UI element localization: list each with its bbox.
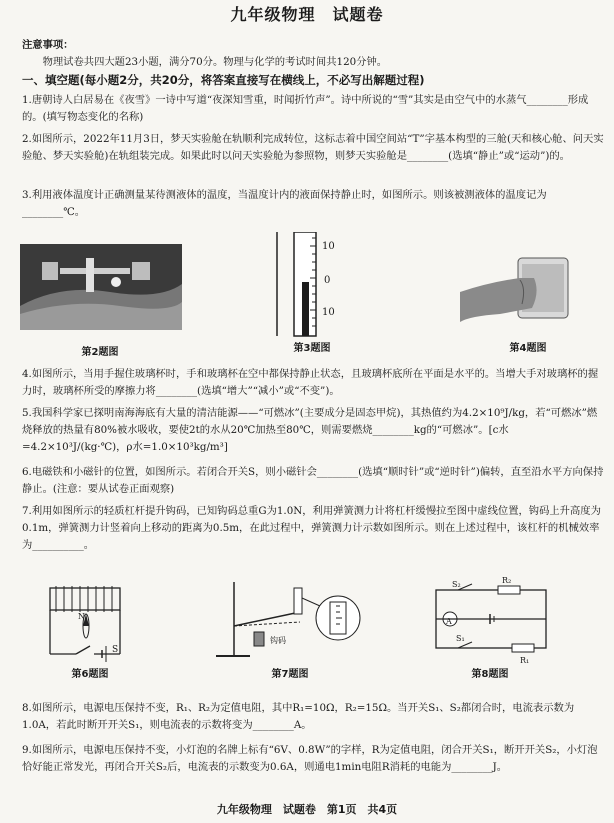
switch-s-label: S <box>112 645 119 655</box>
question-9: 9.如图所示，电源电压保持不变，小灯泡的名牌上标有“6V、0.8W”的字样，R为定值电阻，闭合开关S₁，断开开关S₂，小灯泡恰好能正常发光，再闭合开关S₂后，电流表的示数变为0.6A，则通电1min电阻R消耗的电能为________J。 <box>22 744 598 773</box>
compass-n-label: N <box>78 612 85 621</box>
circuit-figure <box>428 576 558 665</box>
question-6: 6.电磁铁和小磁针的位置，如图所示。若闭合开关S，则小磁针会________(选填“顺时针”或“逆时针”)偏转，直至沿水平方向保持静止。(注意：要从试卷正面观察) <box>22 466 604 495</box>
figure-3-caption: 第3题图 <box>293 343 331 354</box>
question-4: 4.如图所示，当用手握住玻璃杯时，手和玻璃杯在空中都保持静止状态，且玻璃杯底所在平面是水平的。当增大手对玻璃杯的握力时，玻璃杯所受的摩擦力将________(选填“增大”“减小”或“不变”)。 <box>22 368 599 397</box>
hand-glass-photo <box>460 252 600 330</box>
page-footer: 九年级物理 试题卷 第1页 共4页 <box>216 803 398 816</box>
ammeter-label: A <box>446 617 452 626</box>
question-5: 5.我国科学家已探明南海海底有大量的清洁能源——“可燃冰”(主要成分是固态甲烷)，其热值约为4.2×10⁹J/kg，若“可燃冰”燃烧释放的热量有80%被水吸收，要使2t的水从20℃加热至80℃，则需要燃烧________kg的“可燃冰”。[c水=4.2×10³J/(kg·℃)，ρ水=1.0×10³kg/m³] <box>22 407 598 453</box>
thermometer-graphic <box>276 232 346 340</box>
figure-7-caption: 第7题图 <box>271 669 309 680</box>
hand-glass-graphic <box>460 252 600 330</box>
page-title: 九年级物理 试题卷 <box>230 5 384 24</box>
figure-4-caption: 第4题图 <box>509 343 547 354</box>
space-station-graphic <box>20 244 182 330</box>
figure-2-caption: 第2题图 <box>81 347 119 358</box>
switch-s1-label: S₁ <box>456 634 465 643</box>
notice-heading: 注意事项： <box>22 39 74 51</box>
thermo-tick-top: 10 <box>322 241 335 252</box>
resistor-r2-label: R₂ <box>502 576 512 585</box>
thermo-tick-bottom: 10 <box>322 307 335 318</box>
switch-s2-label: S₂ <box>452 580 461 589</box>
figure-8-caption: 第8题图 <box>471 669 509 680</box>
electromagnet-figure <box>40 580 130 662</box>
question-3: 3.利用液体温度计正确测量某待测液体的温度，当温度计内的液面保持静止时，如图所示。则该被测液体的温度记为________℃。 <box>22 189 547 218</box>
thermo-tick-zero: 0 <box>324 275 331 286</box>
resistor-r1-label: R₁ <box>520 656 530 665</box>
weight-label: 钩码 <box>270 636 286 645</box>
notice-text: 物理试卷共四大题23小题，满分70分。物理与化学的考试时间共120分钟。 <box>42 56 388 68</box>
figure-6-caption: 第6题图 <box>71 669 109 680</box>
question-1: 1.唐朝诗人白居易在《夜雪》一诗中写道“夜深知雪重，时闻折竹声”。诗中所说的“雪”其实是由空气中的水蒸气________形成的。(填写物态变化的名称) <box>22 94 589 123</box>
space-station-photo <box>20 244 182 330</box>
question-8: 8.如图所示，电源电压保持不变，R₁、R₂为定值电阻，其中R₁=10Ω，R₂=15Ω。当开关S₁、S₂都闭合时，电流表示数为1.0A，若此时断开开关S₁，则电流表的示数将变为________A。 <box>22 702 575 731</box>
section-1-heading: 一、填空题(每小题2分，共20分，将答案直接写在横线上，不必写出解题过程) <box>22 73 425 87</box>
question-7: 7.利用如图所示的轻质杠杆提升钩码，已知钩码总重G为1.0N，利用弹簧测力计将杠杆缓慢拉至图中虚线位置，钩码上升高度为0.1m，弹簧测力计竖着向上移动的距离为0.5m，在此过程中，弹簧测力计示数如图所示。则在上述过程中，该杠杆的机械效率为__________。 <box>22 505 601 551</box>
lever-graphic <box>210 576 370 666</box>
question-2: 2.如图所示，2022年11月3日，梦天实验舱在轨顺利完成转位，这标志着中国空间站“T”字基本构型的三舱(天和核心舱、问天实验舱、梦天实验舱)在轨组装完成。如果此时以问天实验舱为参照物，则梦天实验舱是________(选填“静止”或“运动”)的。 <box>22 133 604 162</box>
thermometer-figure <box>276 232 346 340</box>
lever-figure <box>210 576 370 666</box>
